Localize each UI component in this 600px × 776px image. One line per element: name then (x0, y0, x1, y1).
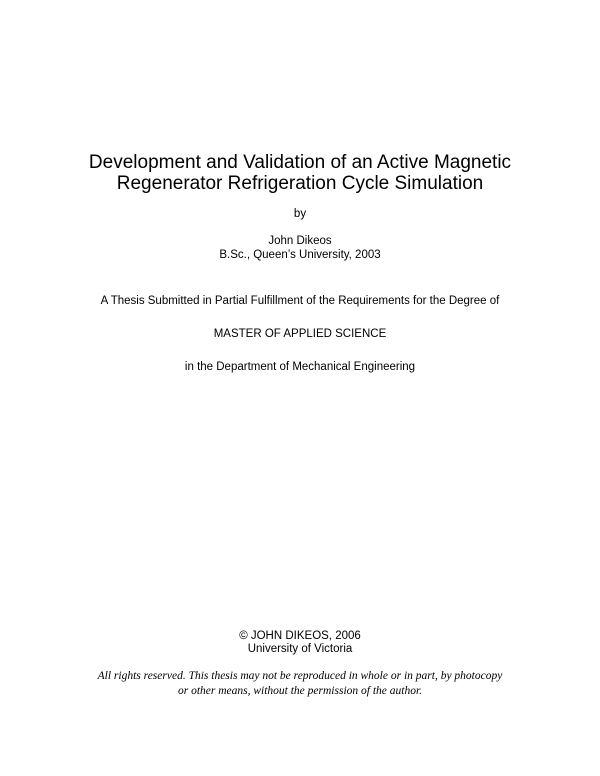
by-label: by (293, 208, 307, 220)
department: in the Department of Mechanical Engineering (184, 361, 416, 373)
author-name: John Dikeos (268, 235, 332, 247)
prior-degree: B.Sc., Queen’s University, 2003 (219, 249, 381, 261)
rights-notice-line-2: or other means, without the permission of the author. (177, 685, 423, 697)
institution: University of Victoria (247, 643, 353, 655)
submission-statement: A Thesis Submitted in Partial Fulfillment of the Requirements for the Degree of (100, 295, 500, 307)
degree-name: MASTER OF APPLIED SCIENCE (213, 328, 387, 340)
copyright-notice: © JOHN DIKEOS, 2006 (239, 630, 361, 642)
rights-notice-line-1: All rights reserved. This thesis may not be reproduced in whole or in part, by photocopy (97, 670, 503, 682)
thesis-title-line-2: Regenerator Refrigeration Cycle Simulation (116, 173, 484, 194)
thesis-title-line-1: Development and Validation of an Active Magnetic (88, 152, 512, 173)
